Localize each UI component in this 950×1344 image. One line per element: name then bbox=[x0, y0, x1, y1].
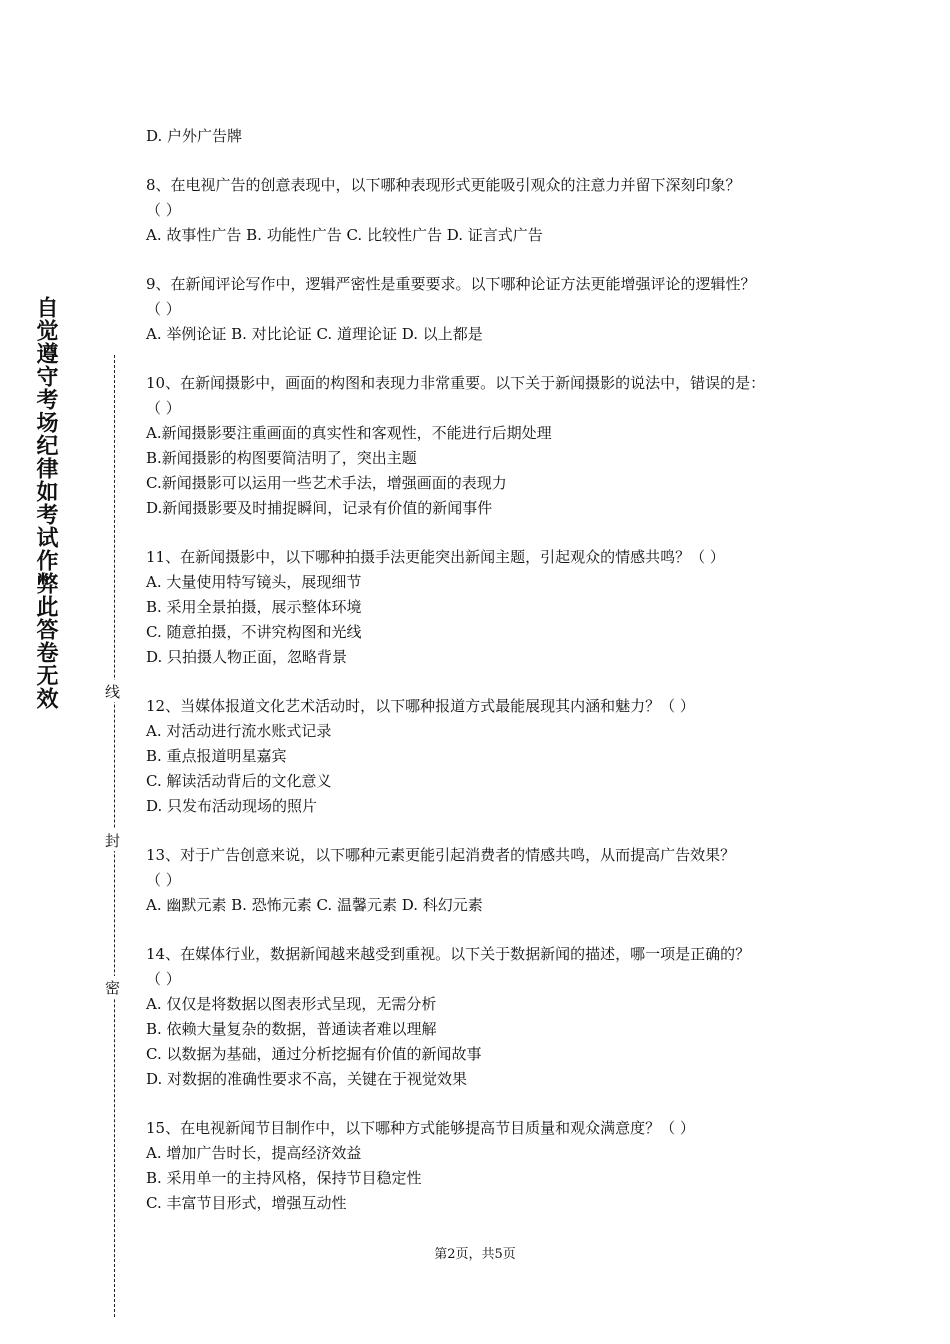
page-number: 第2页，共5页 bbox=[434, 1247, 516, 1262]
option-b: B. 采用单一的主持风格，保持节目稳定性 bbox=[146, 1169, 422, 1187]
continued-option: D. 户外广告牌 bbox=[146, 127, 243, 145]
binding-label-line: 线 bbox=[107, 680, 123, 702]
option-c: C. 解读活动背后的文化意义 bbox=[146, 772, 332, 790]
binding-label-seal: 封 bbox=[107, 829, 123, 851]
question-text: 9、在新闻评论写作中，逻辑严密性是重要要求。以下哪种论证方法更能增强评论的逻辑性？ bbox=[146, 275, 756, 293]
option-c: C. 随意拍摄，不讲究构图和光线 bbox=[146, 623, 362, 641]
question-text: 8、在电视广告的创意表现中，以下哪种表现形式更能吸引观众的注意力并留下深刻印象？ bbox=[146, 176, 741, 194]
answer-bracket: （ ） bbox=[146, 970, 181, 988]
question-text: 10、在新闻摄影中，画面的构图和表现力非常重要。以下关于新闻摄影的说法中，错误的是： bbox=[146, 374, 766, 392]
option-b: B. 采用全景拍摄，展示整体环境 bbox=[146, 598, 362, 616]
question-list bbox=[146, 124, 846, 1216]
question-11 bbox=[146, 545, 846, 670]
option-line: A. 举例论证 B. 对比论证 C. 道理论证 D. 以上都是 bbox=[146, 325, 483, 343]
option-a: A. 仅仅是将数据以图表形式呈现，无需分析 bbox=[146, 995, 437, 1013]
binding-label-secret: 密 bbox=[107, 976, 123, 998]
question-13 bbox=[146, 843, 846, 918]
option-d: D. 只发布活动现场的照片 bbox=[146, 797, 318, 815]
option-a: A. 大量使用特写镜头，展现细节 bbox=[146, 573, 362, 591]
question-text: 15、在电视新闻节目制作中，以下哪种方式能够提高节目质量和观众满意度？（ ） bbox=[146, 1119, 695, 1137]
question-text: 11、在新闻摄影中，以下哪种拍摄手法更能突出新闻主题，引起观众的情感共鸣？（ ） bbox=[146, 548, 725, 566]
option-line: A. 故事性广告 B. 功能性广告 C. 比较性广告 D. 证言式广告 bbox=[146, 226, 543, 244]
question-12 bbox=[146, 694, 846, 819]
option-c: C.新闻摄影可以运用一些艺术手法，增强画面的表现力 bbox=[146, 474, 507, 492]
option-b: B.新闻摄影的构图要简洁明了，突出主题 bbox=[146, 449, 417, 467]
question-14 bbox=[146, 942, 846, 1092]
option-line: A. 幽默元素 B. 恐怖元素 C. 温馨元素 D. 科幻元素 bbox=[146, 896, 483, 914]
question-8 bbox=[146, 173, 846, 248]
answer-bracket: （ ） bbox=[146, 201, 181, 219]
exam-discipline-warning: 自觉遵守考场纪律如考试作弊此答卷无效 bbox=[33, 296, 58, 710]
question-10 bbox=[146, 371, 846, 521]
option-d: D. 对数据的准确性要求不高，关键在于视觉效果 bbox=[146, 1070, 468, 1088]
question-text: 13、对于广告创意来说，以下哪种元素更能引起消费者的情感共鸣，从而提高广告效果？ bbox=[146, 846, 736, 864]
option-b: B. 依赖大量复杂的数据，普通读者难以理解 bbox=[146, 1020, 437, 1038]
answer-bracket: （ ） bbox=[146, 871, 181, 889]
answer-bracket: （ ） bbox=[146, 399, 181, 417]
option-a: A. 增加广告时长，提高经济效益 bbox=[146, 1144, 362, 1162]
question-15 bbox=[146, 1116, 846, 1216]
answer-bracket: （ ） bbox=[146, 300, 181, 318]
option-b: B. 重点报道明星嘉宾 bbox=[146, 747, 287, 765]
question-text: 12、当媒体报道文化艺术活动时，以下哪种报道方式最能展现其内涵和魅力？（ ） bbox=[146, 697, 695, 715]
option-a: A.新闻摄影要注重画面的真实性和客观性，不能进行后期处理 bbox=[146, 424, 552, 442]
option-d: D. 只拍摄人物正面，忽略背景 bbox=[146, 648, 348, 666]
option-c: C. 以数据为基础，通过分析挖掘有价值的新闻故事 bbox=[146, 1045, 482, 1063]
question-text: 14、在媒体行业，数据新闻越来越受到重视。以下关于数据新闻的描述，哪一项是正确的？ bbox=[146, 945, 751, 963]
question-9 bbox=[146, 272, 846, 347]
option-a: A. 对活动进行流水账式记录 bbox=[146, 722, 332, 740]
option-d: D.新闻摄影要及时捕捉瞬间，记录有价值的新闻事件 bbox=[146, 499, 493, 517]
option-c: C. 丰富节目形式，增强互动性 bbox=[146, 1194, 347, 1212]
